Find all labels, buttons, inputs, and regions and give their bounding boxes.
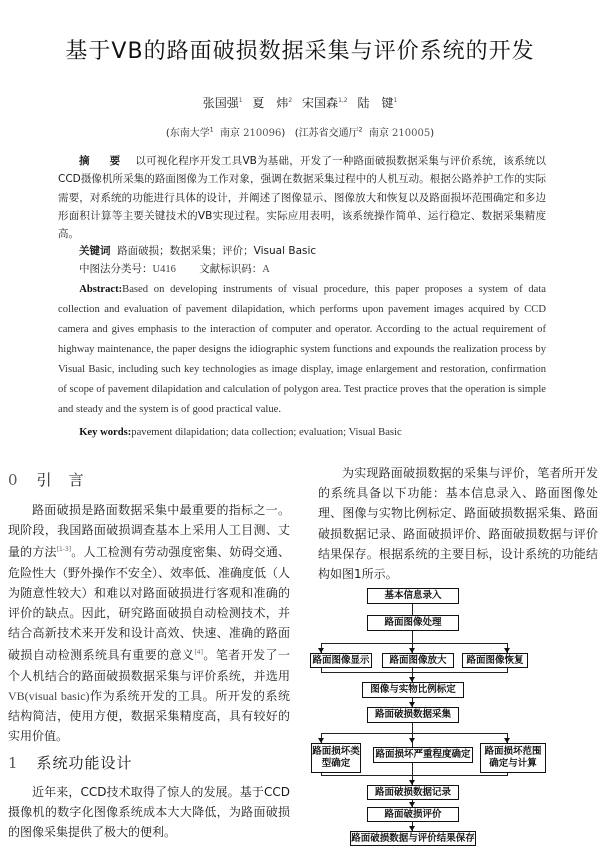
paragraph-text: 。人工检测有劳动强度密集、妨碍交通、危险性大（野外操作不安全）、效率低、准确度低（人为随意性较大）和难以对路面破损进行客观和准确的评价的缺点。因此，研究路面破损自动检测技术，并结合高新技术来开发和设计高效、快速、准确的路面破损自动检测系统具有重要的意义 [8, 545, 291, 663]
abstract-en-label: Abstract: [79, 284, 123, 295]
flow-node-damage-type: 路面损坏类型确定 [311, 743, 361, 773]
affiliation-sup: 2 [358, 126, 363, 134]
section-number: 0 [8, 471, 19, 489]
author-sup: 1,2 [338, 97, 348, 104]
paragraph-text: 。笔者开发了一个人机结合的路面破损数据采集与评价系统，并选用 [8, 648, 290, 683]
flow-node-save-results: 路面破损数据与评价结果保存 [350, 831, 476, 846]
affiliation-zip: 210096 [243, 128, 282, 139]
classification-cn [58, 260, 546, 279]
citation-ref: [4] [194, 649, 203, 657]
affiliation-sup: 1 [209, 126, 214, 134]
keywords-en-label: Key words: [79, 427, 132, 438]
keywords-en-text: pavement dilapidation; data collection; evaluation; Visual Basic [131, 427, 402, 438]
flow-node-scale-calibration: 图像与实物比例标定 [362, 682, 464, 698]
connector-line [321, 643, 508, 644]
flow-node-damage-severity: 路面损坏严重程度确定 [373, 747, 473, 763]
doc-code-label: 文献标识码： [199, 263, 263, 275]
flow-node-basic-info: 基本信息录入 [367, 588, 459, 604]
section-title: 系统功能设计 [36, 754, 133, 772]
abstract-en-text: Based on developing instruments of visual procedure, this paper proposes a system of data collection and evaluation of pavement dilapidation, which performs upon pavement images acquired by CCD camera and gives emphasis to the interaction of computer and operator. According to the actual requirement of highway maintenance, the paper designs the idiographic system functions and expounds the realization process by Visual Basic, including such key technologies as image display, image enlargement and restoration, confirmation of scope of pavement dilapidation and calculation of polygon area. Test practice proves that the operation is simple and steady and the system is of good practical value. [58, 284, 546, 415]
affiliation-org: 江苏省交通厅 [298, 128, 359, 139]
author-name: 宋国森 [302, 96, 339, 110]
author-name: 张国强 [202, 96, 239, 110]
flow-node-data-collection: 路面破损数据采集 [367, 707, 459, 723]
keywords-cn [58, 242, 546, 260]
flow-node-image-enlarge: 路面图像放大 [382, 653, 454, 668]
keywords-cn-text: 路面破损；数据采集；评价；Visual Basic [117, 245, 317, 257]
flow-node-data-record: 路面破损数据记录 [367, 785, 459, 800]
section-number: 1 [8, 754, 19, 772]
flow-node-image-restore: 路面图像恢复 [462, 653, 528, 668]
connector-line [321, 672, 508, 673]
abstract-cn-text: 以可视化程序开发工具VB为基础，开发了一种路面破损数据采集与评价系统，该系统以CCD摄像机所采集的路面图像为工作对象，强调在数据采集过程中的人机互动。根据公路养护工作的实际需要，对系统的功能进行具体的设计，并阐述了图像显示、图像放大和恢复以及路面损坏范围确定和多边形面积计算等主要关键技术的VB实现过程。实际应用表明，该系统操作简单、运行稳定、数据采集精度高。 [58, 155, 546, 241]
author-name: 夏 炜 [252, 96, 289, 110]
section-title: 引 言 [36, 471, 85, 489]
section-heading-0 [8, 469, 85, 490]
author-sup: 1 [238, 97, 243, 104]
clc-label: 中图法分类号： [79, 263, 153, 275]
flow-node-evaluation: 路面破损评价 [367, 807, 459, 822]
affiliation-zip: 210005 [392, 128, 431, 139]
author-sup: 1 [393, 97, 398, 104]
affiliations: (东南大学$^1$ 南京 210096) (江苏省交通厅$^2$ 南京 210005) [165, 126, 435, 139]
keywords-cn-label: 关键词 [79, 245, 111, 257]
flow-node-image-display: 路面图像显示 [310, 653, 372, 668]
doc-code-value: A [262, 264, 270, 275]
flow-node-image-processing: 路面图像处理 [367, 615, 459, 631]
function-structure-flowchart [312, 580, 600, 844]
abstract-cn [58, 152, 546, 243]
clc-value: U416 [152, 264, 176, 275]
keywords-en [58, 424, 546, 442]
flow-node-damage-range: 路面损坏范围确定与计算 [480, 743, 546, 773]
affiliation-city: 南京 [368, 128, 389, 139]
affiliation-city: 南京 [219, 128, 240, 139]
right-column-paragraph: 为实现路面破损数据的采集与评价，笔者所开发的系统具备以下功能：基本信息录入、路面图像处理、图像与实物比例标定、路面破损数据采集、路面破损数据记录、路面破损评价、路面破损数据与评价结果保存。根据系统的主要目标，设计系统的功能结构如图1所示。 [318, 466, 598, 582]
connector-line [321, 775, 508, 776]
affiliation-org: 东南大学 [169, 128, 210, 139]
paragraph-text: 路面破损是路面数据采集中最重要的指标之一。现阶段，我国路面破损调查基本上采用人工目测、丈量的方法 [8, 503, 290, 560]
connector-line [321, 733, 508, 734]
citation-ref: [1-3] [56, 546, 72, 554]
section1-paragraph: 近年来，CCD技术取得了惊人的发展。基于CCD摄像机的数字化图像系统成本大大降低，为路面破损的图像采集提供了极大的便利。 [8, 785, 290, 840]
paragraph-text: VB(visual basic) [8, 688, 90, 703]
paper-title: 基于VB的路面破损数据采集与评价系统的开发 [65, 39, 535, 64]
paragraph-text: 作为系统开发的工具。所开发的系统结构简洁，使用方便，数据采集精度高，具有较好的实用价值。 [8, 688, 290, 744]
arrow-down-icon [409, 738, 415, 743]
abstract-cn-label: 摘 要 [79, 155, 129, 167]
section-heading-1 [8, 752, 133, 773]
abstract-en [58, 280, 546, 420]
author-list [0, 94, 600, 111]
section0-paragraph [8, 500, 290, 746]
author-name: 陆 键 [357, 96, 394, 110]
author-sup: 2 [288, 97, 293, 104]
